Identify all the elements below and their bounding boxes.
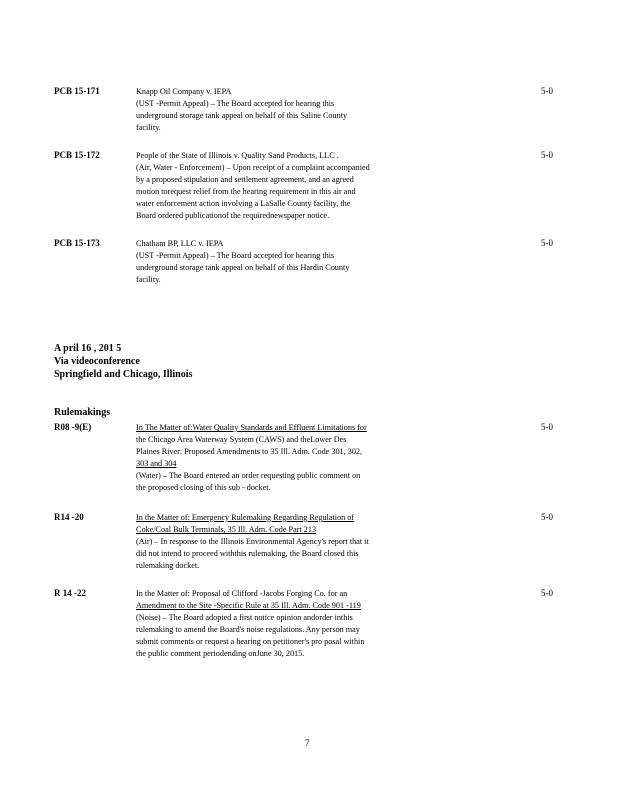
vote-result: 5-0 xyxy=(541,588,553,598)
entry-description xyxy=(136,512,451,572)
description-line: People of the State of Illinois v. Quality Sand Products, LLC . xyxy=(136,151,339,160)
vote-result: 5-0 xyxy=(541,238,553,248)
vote-result: 5-0 xyxy=(541,512,553,522)
description-line: underground storage tank appeal on behalf of this Saline County xyxy=(136,111,348,120)
entry-description xyxy=(136,422,451,494)
rulemaking-title-line: In The Matter of:Water Quality Standards and Effluent Limitations for xyxy=(136,423,367,432)
meeting-location: Springfield and Chicago, Illinois xyxy=(54,369,193,380)
section-title: Rulemakings xyxy=(54,407,111,418)
rulemaking-title-line: the Chicago Area Waterway System (CAWS) and theLower Des xyxy=(136,435,347,444)
docket-number: R08 -9(E) xyxy=(54,422,92,432)
entry-description xyxy=(136,150,451,222)
vote-result: 5-0 xyxy=(541,422,553,432)
entry-description xyxy=(136,238,451,286)
description-line: submit comments or request a hearing on petitioner's pro posal within xyxy=(136,637,365,646)
rulemaking-title-line: In the Matter of: Proposal of Clifford -Jacobs Forging Co. for an xyxy=(136,589,348,598)
description-line: facility. xyxy=(136,275,161,284)
description-line: rulemaking docket. xyxy=(136,561,200,570)
description-line: rulemaking to amend the Board's noise regulations. Any person may xyxy=(136,625,360,634)
rulemaking-title-line: 303 and 304 xyxy=(136,459,177,468)
description-line: (Air) – In response to the Illinois Environmental Agency's report that it xyxy=(136,537,369,546)
description-line: underground storage tank appeal on behalf of this Hardin County xyxy=(136,263,350,272)
description-line: (Air, Water - Enforcement) – Upon receipt of a complaint accompanied xyxy=(136,163,370,172)
description-line: the public comment periodending onJune 30, 2015. xyxy=(136,649,305,658)
docket-number: PCB 15-173 xyxy=(54,238,100,248)
description-line: the proposed closing of this sub - docket. xyxy=(136,483,271,492)
description-line: Chatham BP, LLC v. IEPA xyxy=(136,239,224,248)
meeting-via: Via videoconference xyxy=(54,356,140,367)
docket-number: R14 -20 xyxy=(54,512,84,522)
description-line: (Noise) – The Board adopted a first notice opinion andorder inthis xyxy=(136,613,353,622)
docket-number: PCB 15-171 xyxy=(54,86,100,96)
entry-description xyxy=(136,86,451,134)
entry-description xyxy=(136,588,451,660)
rulemaking-title-line: In the Matter of: Emergency Rulemaking Regarding Regulation of xyxy=(136,513,355,522)
meeting-date: A pril 16 , 201 5 xyxy=(54,343,122,354)
vote-result: 5-0 xyxy=(541,150,553,160)
description-line: (UST -Permit Appeal) – The Board accepted for hearing this xyxy=(136,99,335,108)
rulemaking-title-line: Amendment to the Site -Specific Rule at 35 Ill. Adm. Code 901 -119 xyxy=(136,601,361,610)
docket-number: PCB 15-172 xyxy=(54,150,100,160)
description-line: (UST -Permit Appeal) – The Board accepted for hearing this xyxy=(136,251,335,260)
rulemaking-title-line: Coke/Coal Bulk Terminals, 35 Ill. Adm. Code Part 213 xyxy=(136,525,317,534)
meeting-heading xyxy=(54,342,192,381)
description-line: Knapp Oil Company v. IEPA xyxy=(136,87,232,96)
description-line: (Water) – The Board entered an order requesting public comment on xyxy=(136,471,361,480)
description-line: motion torequest relief from the hearing requirement in this air and xyxy=(136,187,356,196)
description-line: did not intend to proceed withthis rulemaking, the Board closed this xyxy=(136,549,359,558)
description-line: facility. xyxy=(136,123,161,132)
description-line: Board ordered publicationof the requirednewspaper notice. xyxy=(136,211,330,220)
page-number: 7 xyxy=(305,738,310,748)
vote-result: 5-0 xyxy=(541,86,553,96)
description-line: water enforcement action involving a LaSalle County facility, the xyxy=(136,199,351,208)
docket-number: R 14 -22 xyxy=(54,588,86,598)
rulemaking-title-line: Plaines River: Proposed Amendments to 35 Ill. Adm. Code 301, 302, xyxy=(136,447,363,456)
description-line: by a proposed stipulation and settlement agreement, and an agreed xyxy=(136,175,354,184)
